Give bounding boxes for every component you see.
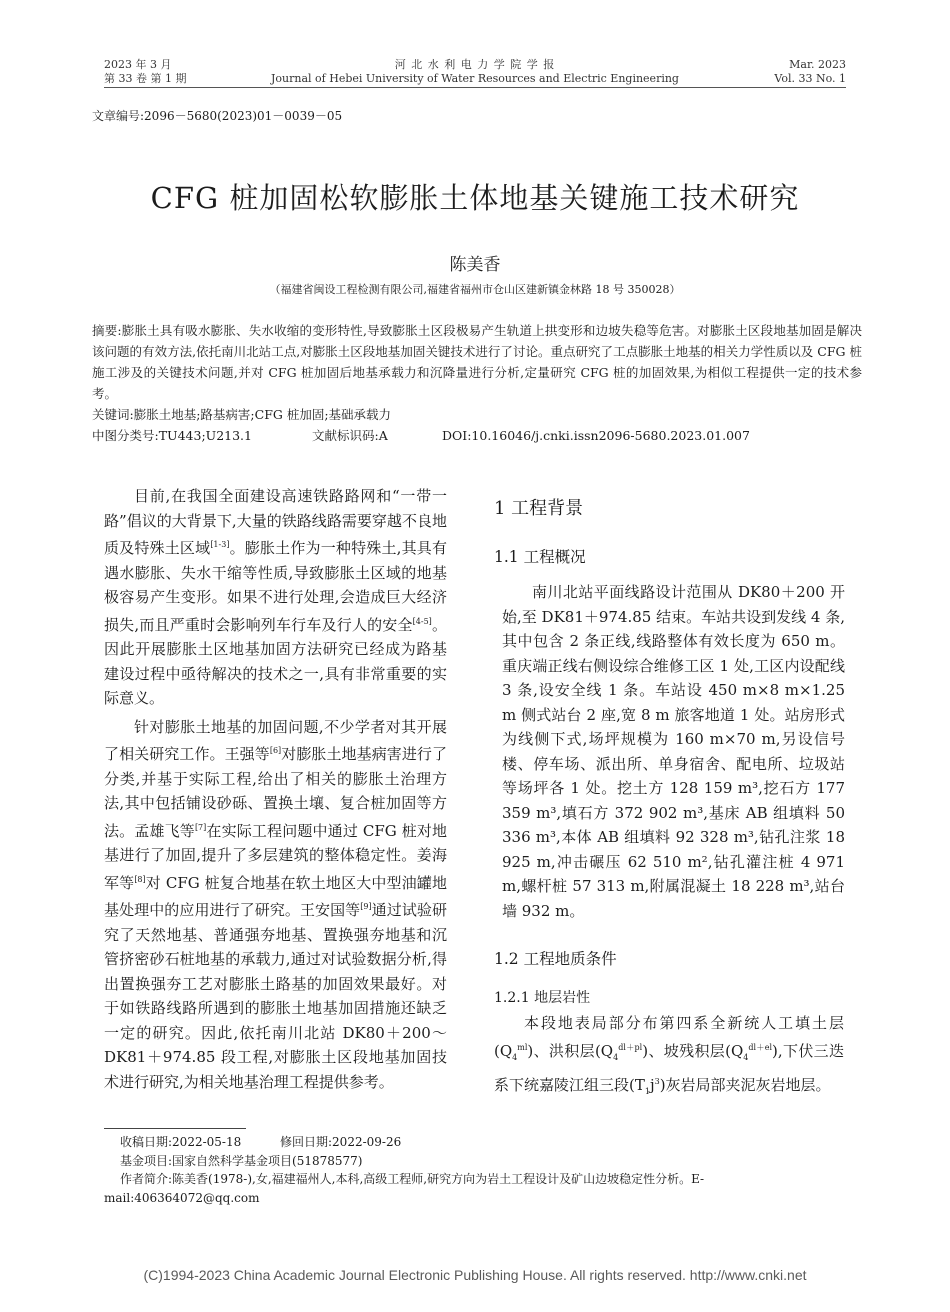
header-rule: [104, 87, 846, 88]
geo-sub-2: 4: [613, 1052, 619, 1062]
header-date: 2023 年 3 月: [104, 58, 172, 71]
section-1-2-1-heading: 1.2.1 地层岩性: [494, 990, 591, 1006]
geo-text-e: j: [649, 1076, 655, 1094]
geo-text-a: 本段地表局部分布第四系全新统人工填土层(Q: [494, 1014, 844, 1060]
document-code: 文献标识码:A: [312, 428, 388, 443]
journal-name-en: Journal of Hebei University of Water Resources and Electric Engineering: [271, 72, 679, 85]
geo-sup-2: dl＋pl: [618, 1042, 643, 1052]
header-volume: 第 33 卷 第 1 期: [104, 72, 187, 85]
intro-p2-text-c: 在实际工程问题中通过 CFG 桩对地基进行了加固,提升了多层建筑的整体稳定性。姜海军等: [104, 821, 447, 892]
header-date-en: Mar. 2023: [789, 58, 846, 71]
author-affiliation: （福建省闽设工程检测有限公司,福建省福州市仓山区建新镇金林路 18 号 350028）: [269, 283, 681, 296]
header-journal: [225, 58, 725, 86]
journal-name-cn: 河 北 水 利 电 力 学 院 学 报: [394, 58, 556, 71]
citation-6: [6]: [269, 746, 282, 755]
stratum-paragraph: [494, 1011, 844, 1105]
classification-row: [92, 425, 862, 446]
geo-text-c: )、坡残积层(Q: [642, 1041, 744, 1060]
intro-p2-text-e: 通过试验研究了天然地基、普通强夯地基、置换强夯地基和沉管挤密砂石桩地基的承载力,通过对试验数据分析,得出置换强夯工艺对膨胀土路基的加固效果最好。对于如铁路线路所遇到的膨胀土地基加固措施还缺乏一定的研究。因此,依托南川北站 DK80＋200～DK81＋974.85 段工程,对膨胀土区段地基加固技术进行研究,为相关地基治理工程提供参考。: [104, 901, 447, 1091]
author-info-line: 作者简介:陈美香(1978-),女,福建福州人,本科,高级工程师,研究方向为岩土工程设计及矿山边坡稳定性分析。E-mail:406364072@qq.com: [104, 1172, 705, 1205]
intro-p2-text-d: 对 CFG 桩复合地基在软土地区大中型油罐地基处理中的应用进行了研究。王安国等: [104, 873, 447, 919]
geo-sub-3: 4: [743, 1052, 749, 1062]
geo-sup-1: ml: [517, 1042, 528, 1052]
doi: DOI:10.16046/j.cnki.issn2096-5680.2023.01.007: [442, 428, 750, 443]
citation-9: [9]: [360, 902, 372, 911]
geo-sub-1: 4: [512, 1052, 518, 1062]
geo-sub-4: 1: [644, 1087, 650, 1096]
intro-paragraph-2: [104, 715, 447, 1095]
left-column: [104, 484, 447, 1094]
citation-7: [7]: [194, 822, 207, 832]
clc-number: 中图分类号:TU443;U213.1: [92, 428, 252, 443]
fund-line: 基金项目:国家自然科学基金项目(51878577): [120, 1153, 363, 1168]
citation-8: [8]: [134, 874, 146, 884]
header-right: [740, 58, 846, 86]
intro-p1-text-b: 。膨胀土作为一种特殊土,其具有遇水膨胀、失水干缩等性质,导致膨胀土区域的地基极容易产生变形。如果不进行处理,会造成巨大经济损失,而且严重时会影响列车行车及行人的安全: [104, 539, 447, 634]
header-volume-en: Vol. 33 No. 1: [774, 72, 846, 85]
copyright-line: (C)1994-2023 China Academic Journal Electronic Publishing House. All rights reserved. http://www.cnki.net: [143, 1267, 807, 1283]
geo-text-b: )、洪积层(Q: [527, 1041, 614, 1060]
intro-p1-text: 目前,在我国全面建设高速铁路路网和“一带一路”倡议的大背景下,大量的铁路线路需要穿越不良地质及特殊土区域: [104, 487, 447, 557]
keywords: 关键词:膨胀土地基;路基病害;CFG 桩加固;基础承载力: [92, 407, 392, 422]
header-left: [104, 58, 186, 86]
intro-p2-text-b: 对膨胀土地基病害进行了分类,并基于实际工程,给出了相关的膨胀土治理方法,其中包括铺设砂砾、置换土壤、复合桩加固等方法。孟雄飞等: [104, 745, 447, 840]
intro-p1-text-c: 。因此开展膨胀土区地基加固方法研究已经成为路基建设过程中亟待解决的技术之一,具有非常重要的实际意义。: [104, 615, 447, 707]
geo-text-f: )灰岩局部夹泥灰岩地层。: [659, 1076, 831, 1094]
author-name: 陈美香: [449, 255, 501, 275]
intro-p2-text-a: 针对膨胀土地基的加固问题,不少学者对其开展了相关研究工作。王强等: [104, 717, 447, 763]
intro-paragraph-1: [104, 484, 447, 711]
geo-text-d: ),下伏三迭系下统嘉陵江组三段(T: [494, 1041, 845, 1094]
section-1-1-heading: 1.1 工程概况: [494, 548, 586, 566]
project-overview-paragraph: 南川北站平面线路设计范围从 DK80＋200 开始,至 DK81＋974.85 结束。车站共设到发线 4 条,其中包含 2 条正线,线路整体有效长度为 650 m。重庆端正线右侧设综合维修工区 1 处,工区内设配线 3 条,设安全线 1 条。车站设 450 m×8 m×1.25 m 侧式站台 2 座,宽 8 m 旅客地道 1 处。站房形式为线侧下式,场坪规模为 160 m×70 m,另设信号楼、停车场、派出所、单身宿舍、配电所、垃圾站等场坪各 1 处。挖土方 128 159 m³,挖石方 177 359 m³,填石方 372 902 m³,基床 AB 组填料 50 336 m³,本体 AB 组填料 92 328 m³,钻孔注浆 18 925 m,冲击碾压 62 510 m²,钻孔灌注桩 4 971 m,螺杆桩 57 313 m,附属混凝土 18 228 m³,站台墙 932 m。: [502, 583, 845, 920]
right-column: [502, 580, 845, 923]
footnote-rule: [104, 1128, 246, 1129]
citation-1-3: [1-3]: [210, 540, 230, 549]
abstract-block: [92, 320, 862, 446]
citation-4-5: [4-5]: [412, 616, 432, 626]
article-number: 文章编号:2096－5680(2023)01－0039－05: [92, 109, 343, 123]
paper-title: CFG 桩加固松软膨胀土体地基关键施工技术研究: [150, 181, 800, 215]
footnotes: [104, 1133, 846, 1207]
abstract-text: 摘要:膨胀土具有吸水膨胀、失水收缩的变形特性,导致膨胀土区段极易产生轨道上拱变形和边坡失稳等危害。对膨胀土区段地基加固是解决该问题的有效方法,依托南川北站工点,对膨胀土区段地基加固关键技术进行了讨论。重点研究了工点膨胀土地基的相关力学性质以及 CFG 桩施工涉及的关键技术问题,并对 CFG 桩加固后地基承载力和沉降量进行分析,定量研究 CFG 桩的加固效果,为相似工程提供一定的技术参考。: [92, 323, 862, 401]
stratum-block: [494, 1011, 844, 1105]
geo-sup-5: 3: [654, 1077, 660, 1086]
section-1-heading: 1 工程背景: [494, 498, 584, 519]
received-date: 收稿日期:2022-05-18: [120, 1135, 242, 1149]
section-1-2-heading: 1.2 工程地质条件: [494, 950, 617, 968]
dates-line: [104, 1133, 846, 1152]
geo-sup-3: dl＋el: [748, 1042, 773, 1052]
revised-date: 修回日期:2022-09-26: [280, 1135, 402, 1149]
